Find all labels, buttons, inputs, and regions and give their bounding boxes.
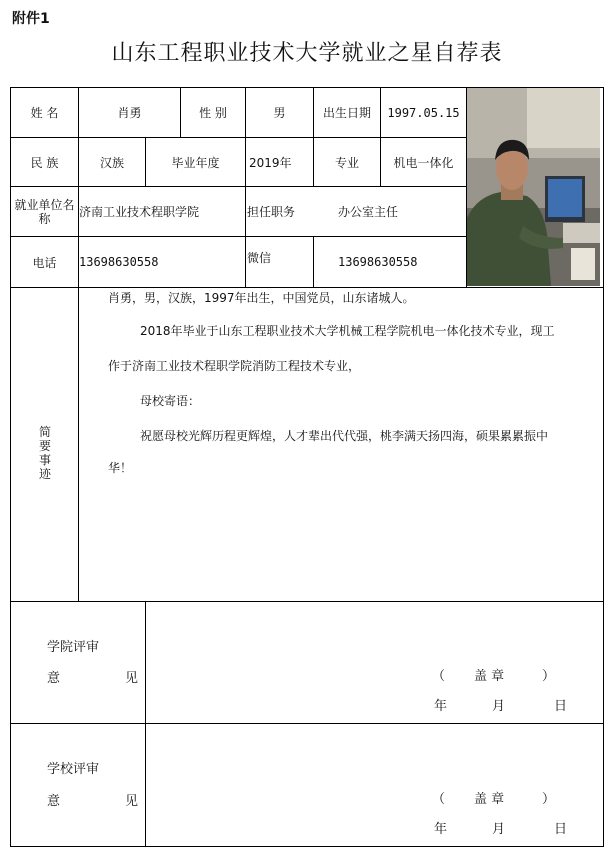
name-label: 姓 名 bbox=[30, 106, 59, 120]
gender-value: 男 bbox=[273, 106, 286, 120]
birth-date-label: 出生日期 bbox=[322, 106, 371, 120]
bio-line-1: 肖勇，男，汉族，1997年出生，中国党员，山东诸城人。 bbox=[108, 291, 415, 305]
employer-value: 济南工业技术程职学院 bbox=[79, 205, 200, 219]
college-review-yi: 意 bbox=[47, 671, 61, 686]
major-label: 专业 bbox=[334, 155, 359, 170]
graduation-year-value: 2019年 bbox=[249, 155, 292, 170]
birth-date-value: 1997.05.15 bbox=[387, 105, 460, 120]
bio-line-6: 华！ bbox=[108, 461, 133, 475]
ethnicity-label: 民 族 bbox=[30, 155, 59, 170]
school-seal-text: 盖 章 bbox=[474, 792, 505, 807]
bio-line-5: 祝愿母校光辉历程更辉煌，人才辈出代代强，桃李满天扬四海，硕果累累振中 bbox=[140, 429, 549, 443]
bio-line-2: 2018年毕业于山东工程职业技术大学机械工程学院机电一体化技术专业，现工 bbox=[140, 324, 555, 338]
bio-label: 简要事迹 bbox=[39, 425, 52, 481]
school-day: 日 bbox=[554, 822, 568, 837]
bio-line-3: 作于济南工业技术程职学院消防工程技术专业， bbox=[108, 359, 361, 373]
school-year: 年 bbox=[434, 822, 448, 837]
ethnicity-value: 汉族 bbox=[99, 155, 124, 170]
position-value: 办公室主任 bbox=[338, 205, 399, 219]
attachment-label: 附件1 bbox=[12, 11, 50, 27]
major-value: 机电一体化 bbox=[393, 155, 454, 170]
school-seal-open: （ bbox=[432, 792, 446, 807]
name-value: 肖勇 bbox=[117, 106, 142, 120]
college-seal-close: ） bbox=[542, 669, 556, 684]
school-review-jian: 见 bbox=[125, 794, 139, 809]
bio-line-4: 母校寄语： bbox=[140, 394, 201, 408]
college-seal-text: 盖 章 bbox=[474, 669, 505, 684]
gender-label: 性 别 bbox=[199, 106, 227, 120]
position-label: 担任职务 bbox=[247, 205, 296, 219]
school-month: 月 bbox=[492, 822, 506, 837]
wechat-label: 微信 bbox=[247, 251, 272, 265]
college-year: 年 bbox=[434, 699, 448, 714]
school-review-label: 学校评审 bbox=[47, 762, 100, 777]
college-day: 日 bbox=[554, 699, 568, 714]
phone-label: 电话 bbox=[32, 255, 57, 270]
school-review-yi: 意 bbox=[47, 794, 61, 809]
phone-value: 13698630558 bbox=[79, 255, 159, 269]
college-review-label: 学院评审 bbox=[47, 640, 100, 655]
wechat-value: 13698630558 bbox=[338, 255, 418, 269]
college-month: 月 bbox=[492, 699, 506, 714]
college-seal-open: （ bbox=[432, 669, 446, 684]
college-review-jian: 见 bbox=[125, 671, 139, 686]
form-title: 山东工程职业技术大学就业之星自荐表 bbox=[111, 41, 503, 66]
applicant-photo bbox=[467, 88, 600, 286]
graduation-year-label: 毕业年度 bbox=[171, 155, 220, 170]
school-seal-close: ） bbox=[542, 792, 556, 807]
employer-label: 就业单位名称 bbox=[14, 197, 75, 226]
